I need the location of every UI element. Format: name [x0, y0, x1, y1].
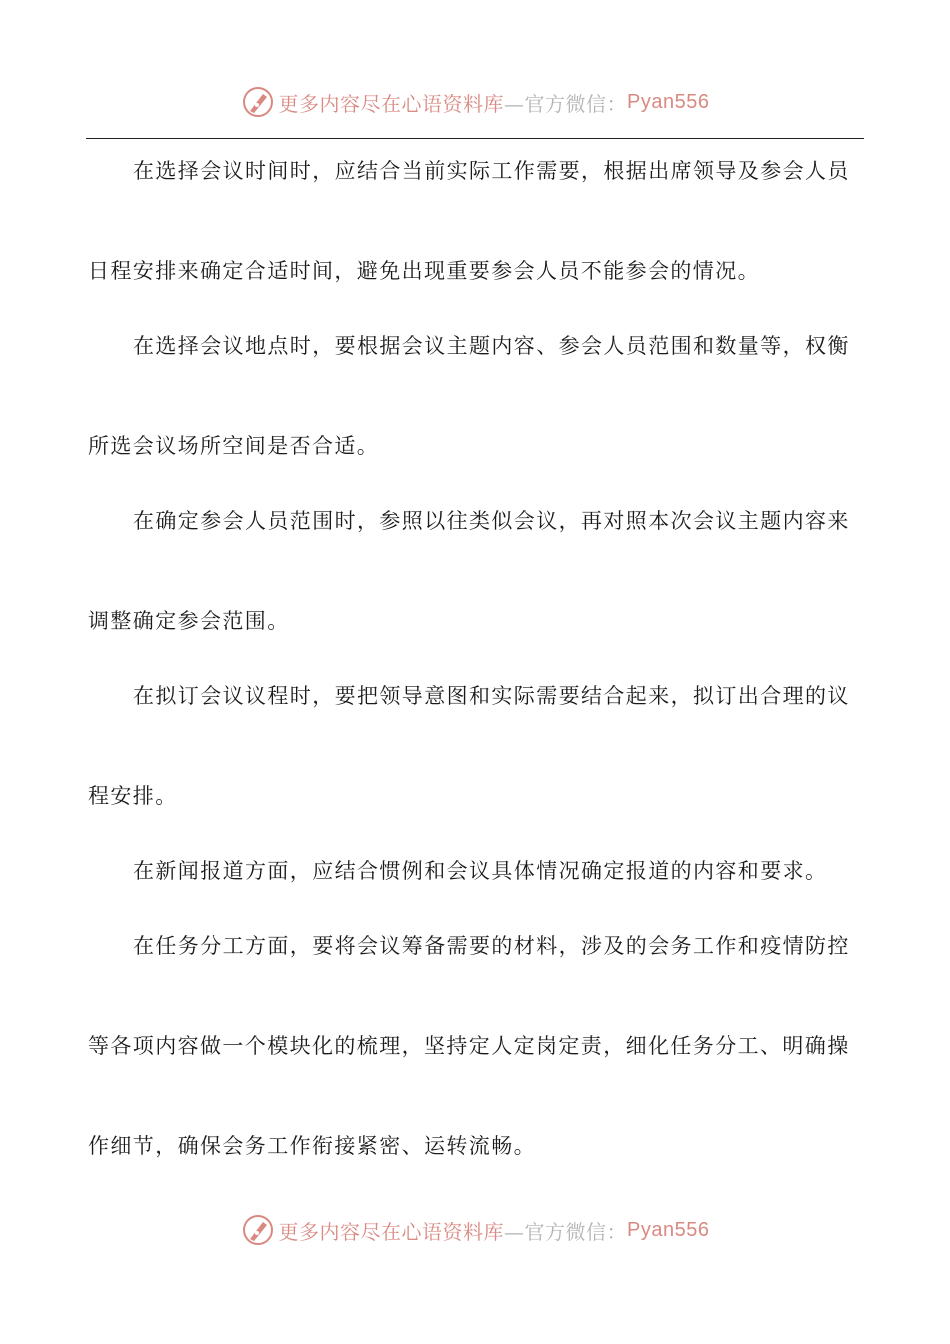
pen-nib-icon	[241, 1213, 275, 1247]
paragraph-line: 在任务分工方面，要将会议筹备需要的材料，涉及的会务工作和疫情防控	[133, 934, 850, 958]
paragraph-line: 在选择会议地点时，要根据会议主题内容、参会人员范围和数量等，权衡	[133, 334, 850, 358]
paragraph-line: 在新闻报道方面，应结合惯例和会议具体情况确定报道的内容和要求。	[133, 859, 828, 883]
paragraph-line: 作细节，确保会务工作衔接紧密、运转流畅。	[88, 1134, 536, 1158]
footer-banner	[0, 1210, 950, 1250]
header-banner	[0, 82, 950, 122]
header-divider	[86, 138, 864, 139]
paragraph-line: 调整确定参会范围。	[88, 609, 290, 633]
paragraph-line: 在选择会议时间时，应结合当前实际工作需要，根据出席领导及参会人员	[133, 159, 850, 183]
pen-nib-icon	[241, 85, 275, 119]
paragraph-line: 程安排。	[88, 784, 178, 808]
paragraph-line: 在确定参会人员范围时，参照以往类似会议，再对照本次会议主题内容来	[133, 509, 850, 533]
paragraph-line: 日程安排来确定合适时间，避免出现重要参会人员不能参会的情况。	[88, 259, 760, 283]
banner-wechat-id: Pyan556	[627, 90, 710, 113]
paragraph-line: 等各项内容做一个模块化的梳理，坚持定人定岗定责，细化任务分工、明确操	[88, 1034, 850, 1058]
banner-wechat-label: —官方微信：	[504, 1219, 628, 1244]
banner-wechat-id: Pyan556	[627, 1218, 710, 1241]
banner-wechat-label: —官方微信：	[504, 91, 628, 116]
banner-text: 更多内容尽在心语资料库	[278, 1219, 505, 1244]
banner-text: 更多内容尽在心语资料库	[278, 91, 505, 116]
paragraph-line: 在拟订会议议程时，要把领导意图和实际需要结合起来，拟订出合理的议	[133, 684, 850, 708]
paragraph-line: 所选会议场所空间是否合适。	[88, 434, 380, 458]
